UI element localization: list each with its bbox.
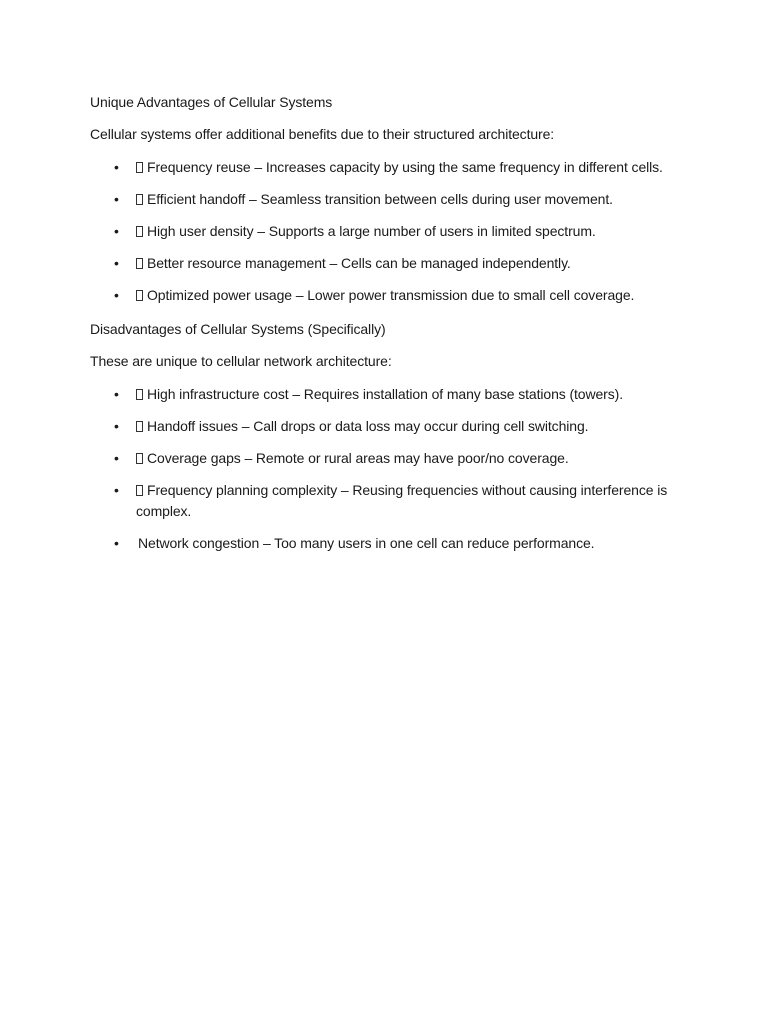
missing-glyph-icon (136, 485, 143, 496)
list-item (90, 384, 690, 405)
list-item (90, 221, 690, 242)
document-body (90, 93, 690, 568)
list-item (90, 480, 690, 522)
bullet-icon: • (114, 287, 119, 303)
list-item-text: Efficient handoff – Seamless transition between cells during user movement. (147, 191, 613, 207)
list-item-text: Handoff issues – Call drops or data loss may occur during cell switching. (147, 418, 589, 434)
missing-glyph-icon (136, 389, 143, 400)
advantages-intro: Cellular systems offer additional benefits due to their structured architecture: (90, 126, 555, 142)
list-item-text: High infrastructure cost – Requires installation of many base stations (towers). (147, 386, 623, 402)
list-item-text: Better resource management – Cells can be managed independently. (147, 255, 571, 271)
list-item (90, 157, 690, 178)
bullet-icon: • (114, 255, 119, 271)
list-item-text: Coverage gaps – Remote or rural areas may have poor/no coverage. (147, 450, 569, 466)
bullet-icon: • (114, 159, 119, 175)
disadvantages-heading: Disadvantages of Cellular Systems (Specifically) (90, 321, 386, 337)
advantages-list (90, 157, 690, 306)
missing-glyph-icon (136, 258, 143, 269)
bullet-icon: • (114, 450, 119, 466)
list-item (90, 253, 690, 274)
list-item-text: Frequency reuse – Increases capacity by using the same frequency in different cells. (147, 159, 663, 175)
list-item-text: Network congestion – Too many users in one cell can reduce performance. (138, 535, 595, 551)
bullet-icon: • (114, 386, 119, 402)
missing-glyph-icon (136, 194, 143, 205)
list-item (90, 189, 690, 210)
bullet-icon: • (114, 482, 119, 498)
list-item-text: Optimized power usage – Lower power transmission due to small cell coverage. (147, 287, 635, 303)
disadvantages-intro: These are unique to cellular network architecture: (90, 353, 392, 369)
bullet-icon: • (114, 191, 119, 207)
bullet-icon: • (114, 223, 119, 239)
missing-glyph-icon (136, 421, 143, 432)
list-item (90, 285, 690, 306)
list-item-text: High user density – Supports a large number of users in limited spectrum. (147, 223, 596, 239)
list-item (90, 533, 690, 554)
bullet-icon: • (114, 418, 119, 434)
bullet-icon: • (114, 535, 119, 551)
list-item (90, 448, 690, 469)
missing-glyph-icon (136, 453, 143, 464)
missing-glyph-icon (136, 162, 143, 173)
list-item (90, 416, 690, 437)
list-item-text: Frequency planning complexity – Reusing frequencies without causing interference is complex. (136, 482, 668, 519)
missing-glyph-icon (136, 290, 143, 301)
missing-glyph-icon (136, 226, 143, 237)
disadvantages-list (90, 384, 690, 554)
advantages-heading: Unique Advantages of Cellular Systems (90, 94, 333, 110)
